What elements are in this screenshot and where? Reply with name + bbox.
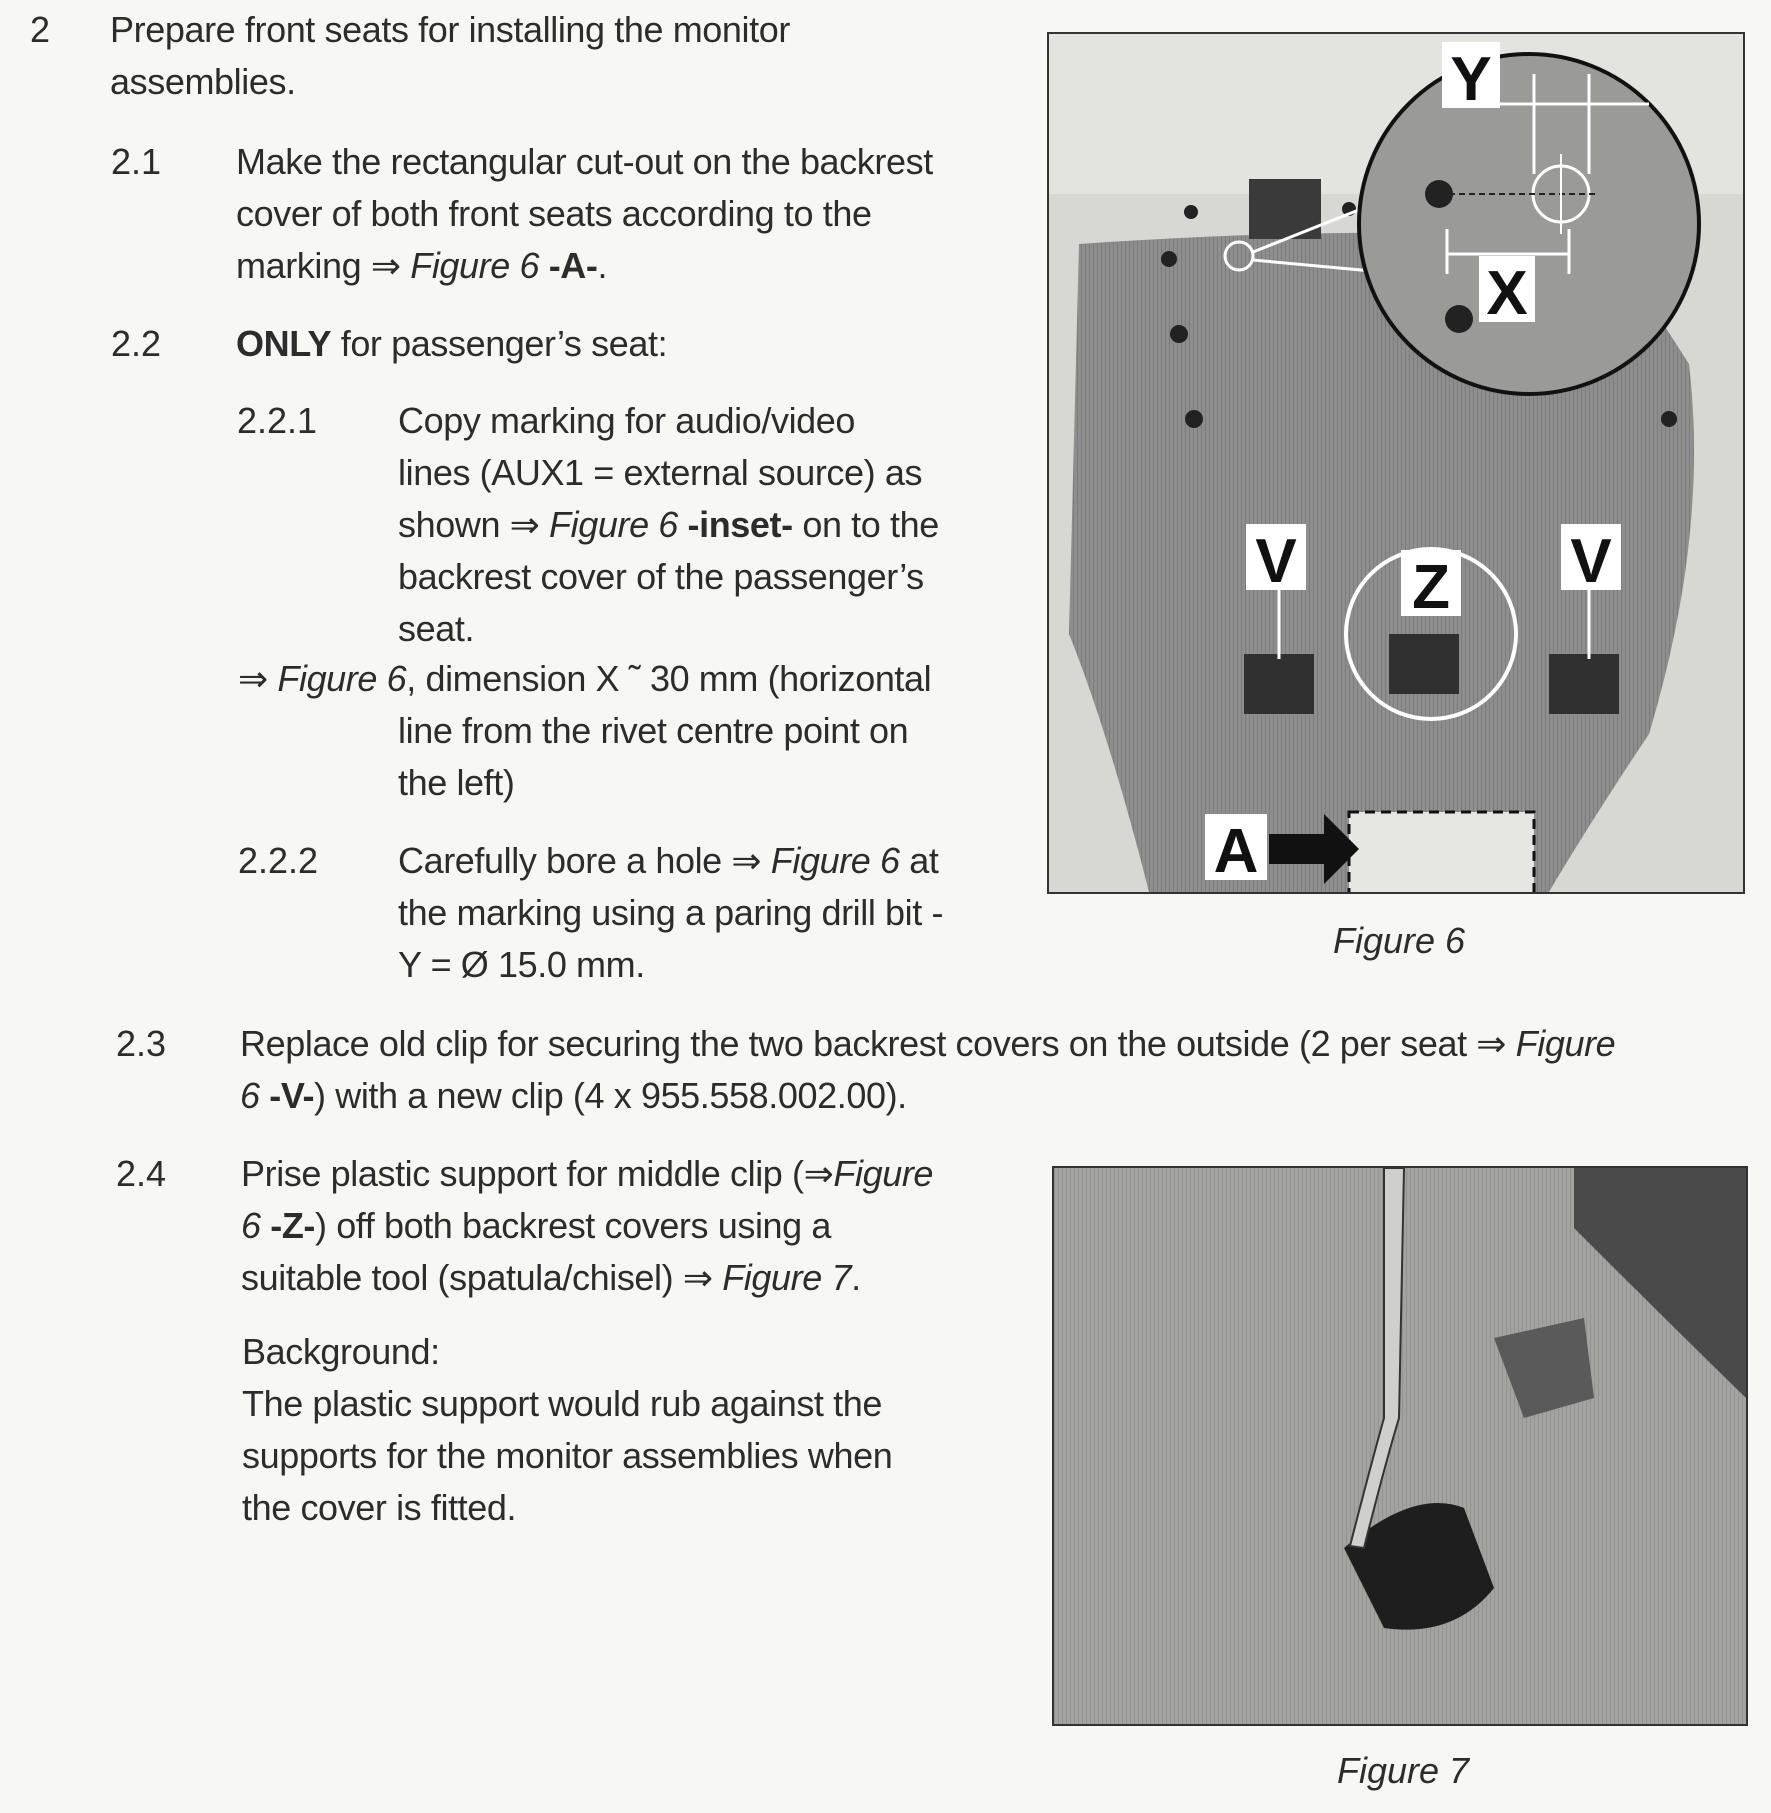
ref-arrow: ⇒ [803, 1153, 834, 1194]
step-2-2-text: ONLY for passenger’s seat: [236, 323, 668, 364]
clip-v-left [1244, 654, 1314, 714]
figure-6-caption: Figure 6 [1333, 920, 1466, 961]
step-2-2-number: 2.2 [111, 323, 162, 364]
label-v-left: V [1255, 527, 1297, 596]
label-z: Z [1412, 553, 1450, 622]
clip-v-right [1549, 654, 1619, 714]
figure-6-image [1047, 32, 1745, 894]
figure-6-link[interactable]: Figure 6 [770, 840, 900, 881]
step-2-2-2-number: 2.2.2 [238, 840, 319, 881]
ref-arrow: ⇒ [731, 840, 762, 881]
label-y: Y [1450, 45, 1492, 114]
ref-arrow: ⇒ [238, 658, 268, 699]
step-2-3-number: 2.3 [116, 1023, 167, 1064]
step-2-1-line3: marking ⇒ Figure 6 -A-. [236, 245, 608, 286]
step-2-line1: Prepare front seats for installing the monitor [110, 9, 790, 50]
figure-7-link[interactable]: Figure 7 [722, 1257, 852, 1298]
label-v-right: V [1570, 527, 1612, 596]
step-2-4-text: Prise plastic support for middle clip (⇒Figure 6 -Z-) off both backrest covers using a suitable tool (spatula/chisel) ⇒ Figure 7. [241, 1153, 934, 1298]
figure-6-link[interactable]: Figure [1515, 1023, 1616, 1064]
step-2-2-1-number: 2.2.1 [237, 400, 318, 441]
step-2-2-2-text: Carefully bore a hole ⇒ Figure 6 at the marking using a paring drill bit - Y = Ø 15.0 mm. [398, 840, 944, 985]
step-2-text [110, 4, 790, 108]
step-2-1-text [236, 136, 933, 292]
label-x: X [1486, 259, 1528, 328]
clip-z [1389, 634, 1459, 694]
ref-arrow: ⇒ [509, 504, 540, 545]
ref-arrow: ⇒ [1476, 1023, 1507, 1064]
step-2-1-number: 2.1 [111, 141, 162, 182]
figure-6-link[interactable]: Figure 6 [410, 245, 540, 286]
background-note: Background: The plastic support would rub against the supports for the monitor assemblies when the cover is fitted. [242, 1326, 892, 1534]
background-heading: Background: [242, 1331, 440, 1372]
label-a: A [1213, 817, 1259, 886]
step-2-2-1-text: Copy marking for audio/video lines (AUX1 = external source) as shown ⇒ Figure 6 -inset- on to the backrest cover of the passenger’s seat. [398, 400, 939, 649]
step-2-3-text: Replace old clip for securing the two backrest covers on the outside (2 per seat ⇒ Figure 6 -V-) with a new clip (4 x 955.558.002.00). [240, 1023, 1616, 1116]
figure-7-caption: Figure 7 [1337, 1750, 1470, 1791]
cut-out-marking [1349, 812, 1534, 892]
figure-6-link[interactable]: Figure [833, 1153, 934, 1194]
step-2-1-line1: Make the rectangular cut-out on the backrest [236, 141, 933, 182]
step-2-1-line2: cover of both front seats according to the [236, 193, 872, 234]
figure-6-link[interactable]: Figure 6 [277, 658, 407, 699]
figure-7-image [1052, 1166, 1748, 1726]
dimension-note: ⇒ Figure 6, dimension X ˜ 30 mm (horizontal line from the rivet centre point on the left) [238, 658, 932, 803]
ref-arrow: ⇒ [370, 245, 401, 286]
step-2-line2: assemblies. [110, 61, 296, 102]
ref-arrow: ⇒ [682, 1257, 713, 1298]
figure-6-link[interactable]: Figure 6 [549, 504, 678, 545]
step-2-4-number: 2.4 [116, 1153, 167, 1194]
step-2-number: 2 [30, 9, 51, 50]
